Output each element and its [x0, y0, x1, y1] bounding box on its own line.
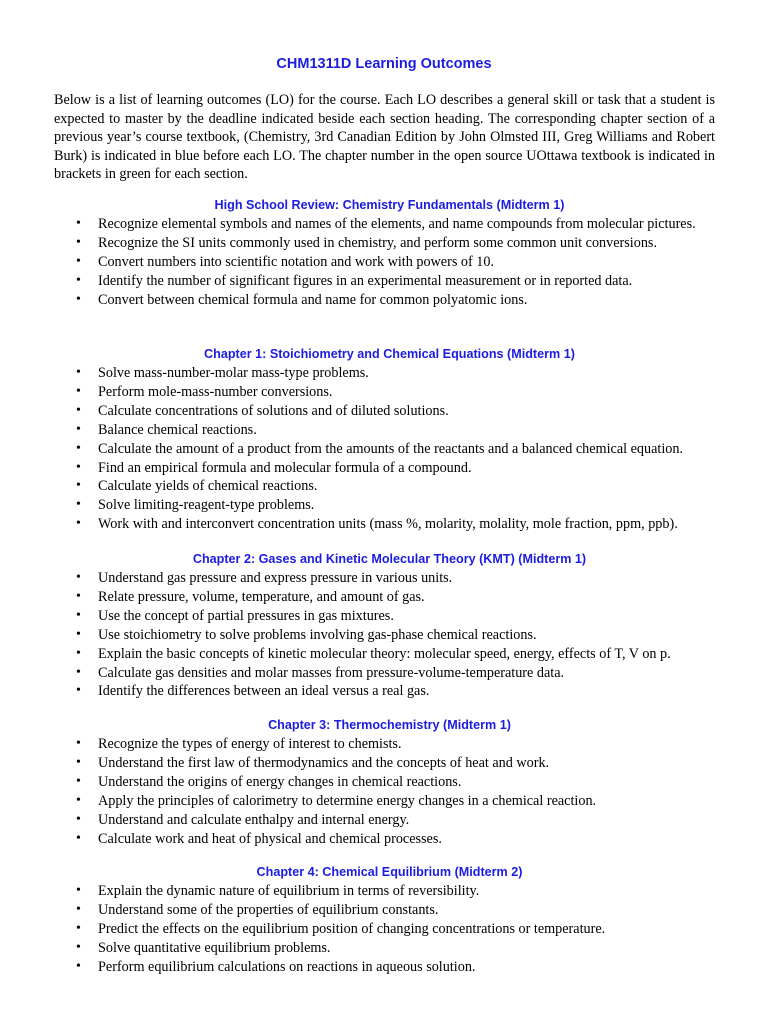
- list-item-text: Recognize the types of energy of interest to chemists.: [98, 736, 402, 752]
- bullet-icon: •: [76, 754, 81, 770]
- list-item: [54, 682, 715, 701]
- bullet-icon: •: [76, 664, 81, 680]
- section-chapter-4: [54, 864, 715, 977]
- list-item-text: Use stoichiometry to solve problems involving gas-phase chemical reactions.: [98, 626, 537, 643]
- list-item: [54, 958, 715, 977]
- list-item-text: Understand and calculate enthalpy and internal energy.: [98, 811, 410, 828]
- list-item-text: Perform equilibrium calculations on reactions in aqueous solution.: [98, 958, 476, 975]
- bullet-icon: •: [76, 958, 81, 974]
- section-heading: Chapter 2: Gases and Kinetic Molecular Theory (KMT) (Midterm 1): [192, 552, 587, 566]
- list-item: [54, 383, 715, 402]
- list-item-text: Use the concept of partial pressures in gas mixtures.: [98, 607, 394, 624]
- bullet-icon: •: [76, 216, 81, 231]
- bullet-icon: •: [76, 901, 81, 917]
- list-item-text: Understand some of the properties of equilibrium constants.: [98, 901, 439, 918]
- bullet-icon: •: [76, 607, 81, 623]
- bullet-icon: •: [76, 773, 81, 789]
- list-item: [54, 477, 715, 496]
- list-item: [54, 291, 715, 310]
- list-item: [54, 421, 715, 440]
- list-item: [54, 588, 715, 607]
- list-item: [54, 496, 715, 515]
- list-item-text: Convert between chemical formula and name for common polyatomic ions.: [98, 291, 528, 308]
- list-item-text: Predict the effects on the equilibrium position of changing concentrations or temperature.: [98, 920, 606, 937]
- bullet-icon: •: [76, 497, 81, 513]
- bullet-icon: •: [76, 516, 81, 532]
- list-item-text: Explain the dynamic nature of equilibrium in terms of reversibility.: [98, 883, 480, 899]
- list-item: [54, 253, 715, 272]
- learning-outcome-list: [54, 364, 715, 534]
- list-item-text: Apply the principles of calorimetry to determine energy changes in a chemical reaction.: [98, 792, 597, 809]
- learning-outcome-list: [54, 569, 715, 701]
- list-item-text: Perform mole-mass-number conversions.: [98, 383, 333, 400]
- list-item-text: Relate pressure, volume, temperature, and amount of gas.: [98, 588, 425, 605]
- list-item: [54, 773, 715, 792]
- bullet-icon: •: [76, 883, 81, 898]
- list-item: [54, 939, 715, 958]
- list-item: [54, 811, 715, 830]
- list-item: [54, 830, 715, 849]
- list-item-text: Balance chemical reactions.: [98, 421, 257, 438]
- list-item: [54, 626, 715, 645]
- learning-outcome-list: [54, 882, 715, 977]
- list-item-text: Calculate work and heat of physical and chemical processes.: [98, 830, 442, 847]
- list-item-text: Identify the differences between an ideal versus a real gas.: [98, 683, 430, 700]
- section-high-school-review: [54, 197, 715, 310]
- list-item-text: Solve limiting-reagent-type problems.: [98, 497, 315, 514]
- section-heading: Chapter 4: Chemical Equilibrium (Midterm 2): [256, 865, 523, 879]
- bullet-icon: •: [76, 570, 81, 585]
- list-item-text: Find an empirical formula and molecular formula of a compound.: [98, 459, 472, 476]
- list-item: [54, 920, 715, 939]
- list-item-text: Convert numbers into scientific notation and work with powers of 10.: [98, 253, 494, 270]
- bullet-icon: •: [76, 234, 81, 250]
- list-item: [54, 569, 715, 588]
- document-title: CHM1311D Learning Outcomes: [276, 56, 492, 72]
- list-item: [54, 402, 715, 421]
- bullet-icon: •: [76, 920, 81, 936]
- list-item: [54, 364, 715, 383]
- bullet-icon: •: [76, 683, 81, 699]
- list-item-text: Understand the first law of thermodynamics and the concepts of heat and work.: [98, 754, 550, 771]
- bullet-icon: •: [76, 291, 81, 307]
- list-item: [54, 215, 715, 234]
- section-chapter-1: [54, 346, 715, 534]
- section-heading: Chapter 3: Thermochemistry (Midterm 1): [268, 718, 511, 732]
- bullet-icon: •: [76, 440, 81, 456]
- bullet-icon: •: [76, 626, 81, 642]
- list-item: [54, 882, 715, 901]
- list-item-text: Understand the origins of energy changes in chemical reactions.: [98, 773, 462, 790]
- bullet-icon: •: [76, 365, 81, 380]
- section-chapter-3: [54, 717, 715, 848]
- bullet-icon: •: [76, 792, 81, 808]
- bullet-icon: •: [76, 253, 81, 269]
- list-item: [54, 645, 715, 664]
- list-item-text: Calculate gas densities and molar masses from pressure-volume-temperature data.: [98, 664, 565, 681]
- bullet-icon: •: [76, 383, 81, 399]
- list-item: [54, 459, 715, 478]
- list-item: [54, 607, 715, 626]
- list-item-text: Recognize the SI units commonly used in chemistry, and perform some common unit conversions.: [98, 234, 657, 251]
- list-item-text: Work with and interconvert concentration units (mass %, molarity, molality, mole fraction, ppm, ppb).: [98, 516, 678, 533]
- list-item-text: Solve quantitative equilibrium problems.: [98, 939, 331, 956]
- section-chapter-2: [54, 551, 715, 701]
- list-item-text: Solve mass-number-molar mass-type problems.: [98, 365, 369, 381]
- learning-outcome-list: [54, 735, 715, 848]
- list-item: [54, 754, 715, 773]
- intro-paragraph: Below is a list of learning outcomes (LO) for the course. Each LO describes a general skill or task that a student is expected to master by the deadline indicated beside each section heading. The corresponding chapter section of a previous year’s course textbook, (Chemistry, 3rd Canadian Edition by John Olmsted III, Greg Williams and Robert Burk) is indicated in blue before each LO. The chapter number in the open source UOttawa textbook is indicated in brackets in green for each section.: [54, 92, 715, 183]
- list-item: [54, 735, 715, 754]
- bullet-icon: •: [76, 645, 81, 661]
- list-item-text: Calculate concentrations of solutions and of diluted solutions.: [98, 402, 449, 419]
- list-item: [54, 272, 715, 291]
- bullet-icon: •: [76, 402, 81, 418]
- section-heading: High School Review: Chemistry Fundamentals (Midterm 1): [214, 198, 565, 212]
- list-item-text: Calculate the amount of a product from the amounts of the reactants and a balanced chemical equation.: [98, 440, 684, 457]
- list-item: [54, 664, 715, 683]
- bullet-icon: •: [76, 830, 81, 846]
- list-item: [54, 234, 715, 253]
- bullet-icon: •: [76, 421, 81, 437]
- list-item-text: Identify the number of significant figures in an experimental measurement or in reported data.: [98, 272, 633, 289]
- list-item-text: Calculate yields of chemical reactions.: [98, 478, 318, 495]
- bullet-icon: •: [76, 272, 81, 288]
- list-item: [54, 440, 715, 459]
- bullet-icon: •: [76, 459, 81, 475]
- list-item-text: Understand gas pressure and express pressure in various units.: [98, 570, 453, 586]
- bullet-icon: •: [76, 478, 81, 494]
- bullet-icon: •: [76, 939, 81, 955]
- section-heading: Chapter 1: Stoichiometry and Chemical Equations (Midterm 1): [204, 347, 575, 361]
- learning-outcome-list: [54, 215, 715, 310]
- list-item: [54, 515, 715, 534]
- list-item: [54, 792, 715, 811]
- bullet-icon: •: [76, 736, 81, 751]
- bullet-icon: •: [76, 588, 81, 604]
- bullet-icon: •: [76, 811, 81, 827]
- list-item-text: Recognize elemental symbols and names of the elements, and name compounds from molecular pictures.: [98, 216, 696, 232]
- list-item: [54, 901, 715, 920]
- list-item-text: Explain the basic concepts of kinetic molecular theory: molecular speed, energy, effects of T, V on p.: [98, 645, 671, 662]
